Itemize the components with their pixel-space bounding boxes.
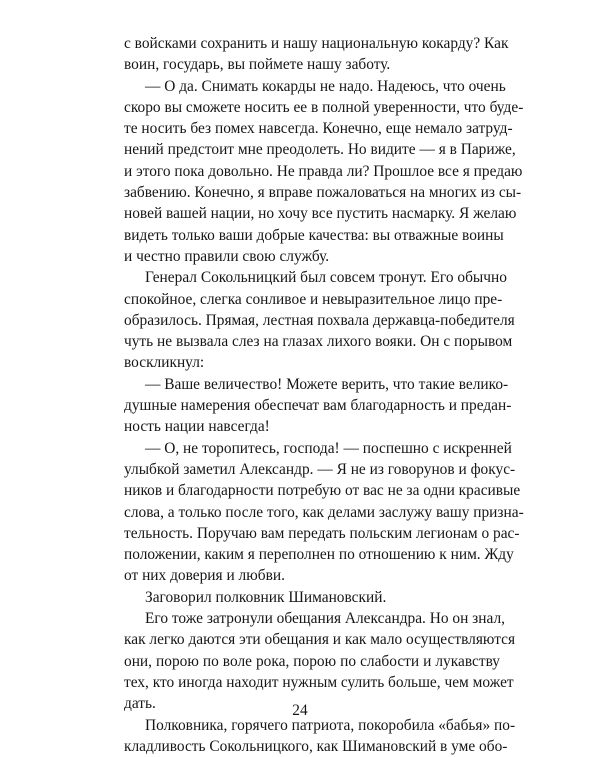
text-line: как легко даются эти обещания и как мало осуществляются xyxy=(124,629,500,650)
text-line: спокойное, слегка сонливое и невыразительное лицо пре- xyxy=(124,289,500,310)
text-line: чуть не вызвала слез на глазах лихого вояки. Он с порывом xyxy=(124,331,500,352)
text-line: и честно правили свою службу. xyxy=(124,246,500,267)
text-line: кладливость Сокольницкого, как Шимановский в уме обо- xyxy=(124,736,500,757)
paragraph xyxy=(124,33,500,76)
text-line: ников и благодарности потребую от вас не за одни красивые xyxy=(124,480,500,501)
paragraph xyxy=(124,374,500,438)
text-line: воскликнул: xyxy=(124,352,500,373)
text-line: с войсками сохранить и нашу национальную кокарду? Как xyxy=(124,33,500,54)
text-line: Его тоже затронули обещания Александра. Но он знал, xyxy=(124,608,500,629)
page-number: 24 xyxy=(0,702,600,720)
text-line: — Ваше величество! Можете верить, что такие велико- xyxy=(124,374,500,395)
text-line: от них доверия и любви. xyxy=(124,565,500,586)
body-text xyxy=(124,33,500,757)
text-line: тельность. Поручаю вам передать польским легионам о рас- xyxy=(124,523,500,544)
text-line: образилось. Прямая, лестная похвала державца-победителя xyxy=(124,310,500,331)
text-line: Заговорил полковник Шимановский. xyxy=(124,587,500,608)
text-line: ность нации навсегда! xyxy=(124,416,500,437)
text-line: они, порою по воле рока, порою по слабости и лукавству xyxy=(124,651,500,672)
text-line: скоро вы сможете носить ее в полной уверенности, что буде- xyxy=(124,97,500,118)
text-line: забвению. Конечно, я вправе пожаловаться на многих из сы- xyxy=(124,182,500,203)
text-line: и этого пока довольно. Не правда ли? Прошлое все я предаю xyxy=(124,161,500,182)
text-line: — О да. Снимать кокарды не надо. Надеюсь, что очень xyxy=(124,76,500,97)
text-line: — О, не торопитесь, господа! — поспешно с искренней xyxy=(124,438,500,459)
paragraph xyxy=(124,76,500,268)
text-line: улыбкой заметил Александр. — Я не из говорунов и фокус- xyxy=(124,459,500,480)
paragraph xyxy=(124,608,500,714)
text-line: слова, а только после того, как делами заслужу вашу призна- xyxy=(124,502,500,523)
text-line: видеть только ваши добрые качества: вы отважные воины xyxy=(124,225,500,246)
text-line: те носить без помех навсегда. Конечно, еще немало затруд- xyxy=(124,118,500,139)
text-line: Генерал Сокольницкий был совсем тронут. Его обычно xyxy=(124,267,500,288)
paragraph xyxy=(124,587,500,608)
paragraph xyxy=(124,438,500,587)
paragraph xyxy=(124,267,500,373)
text-line: дать. xyxy=(124,693,500,714)
text-line: новей вашей нации, но хочу все пустить насмарку. Я желаю xyxy=(124,203,500,224)
text-line: тех, кто иногда находит нужным сулить больше, чем может xyxy=(124,672,500,693)
text-line: Полковника, горячего патриота, покоробила «бабья» по- xyxy=(124,715,500,736)
text-line: душные намерения обеспечат вам благодарность и предан- xyxy=(124,395,500,416)
text-line: воин, государь, вы поймете нашу заботу. xyxy=(124,54,500,75)
text-line: нений предстоит мне преодолеть. Но видите — я в Париже, xyxy=(124,139,500,160)
text-line: положении, каким я переполнен по отношению к ним. Жду xyxy=(124,544,500,565)
paragraph xyxy=(124,715,500,757)
